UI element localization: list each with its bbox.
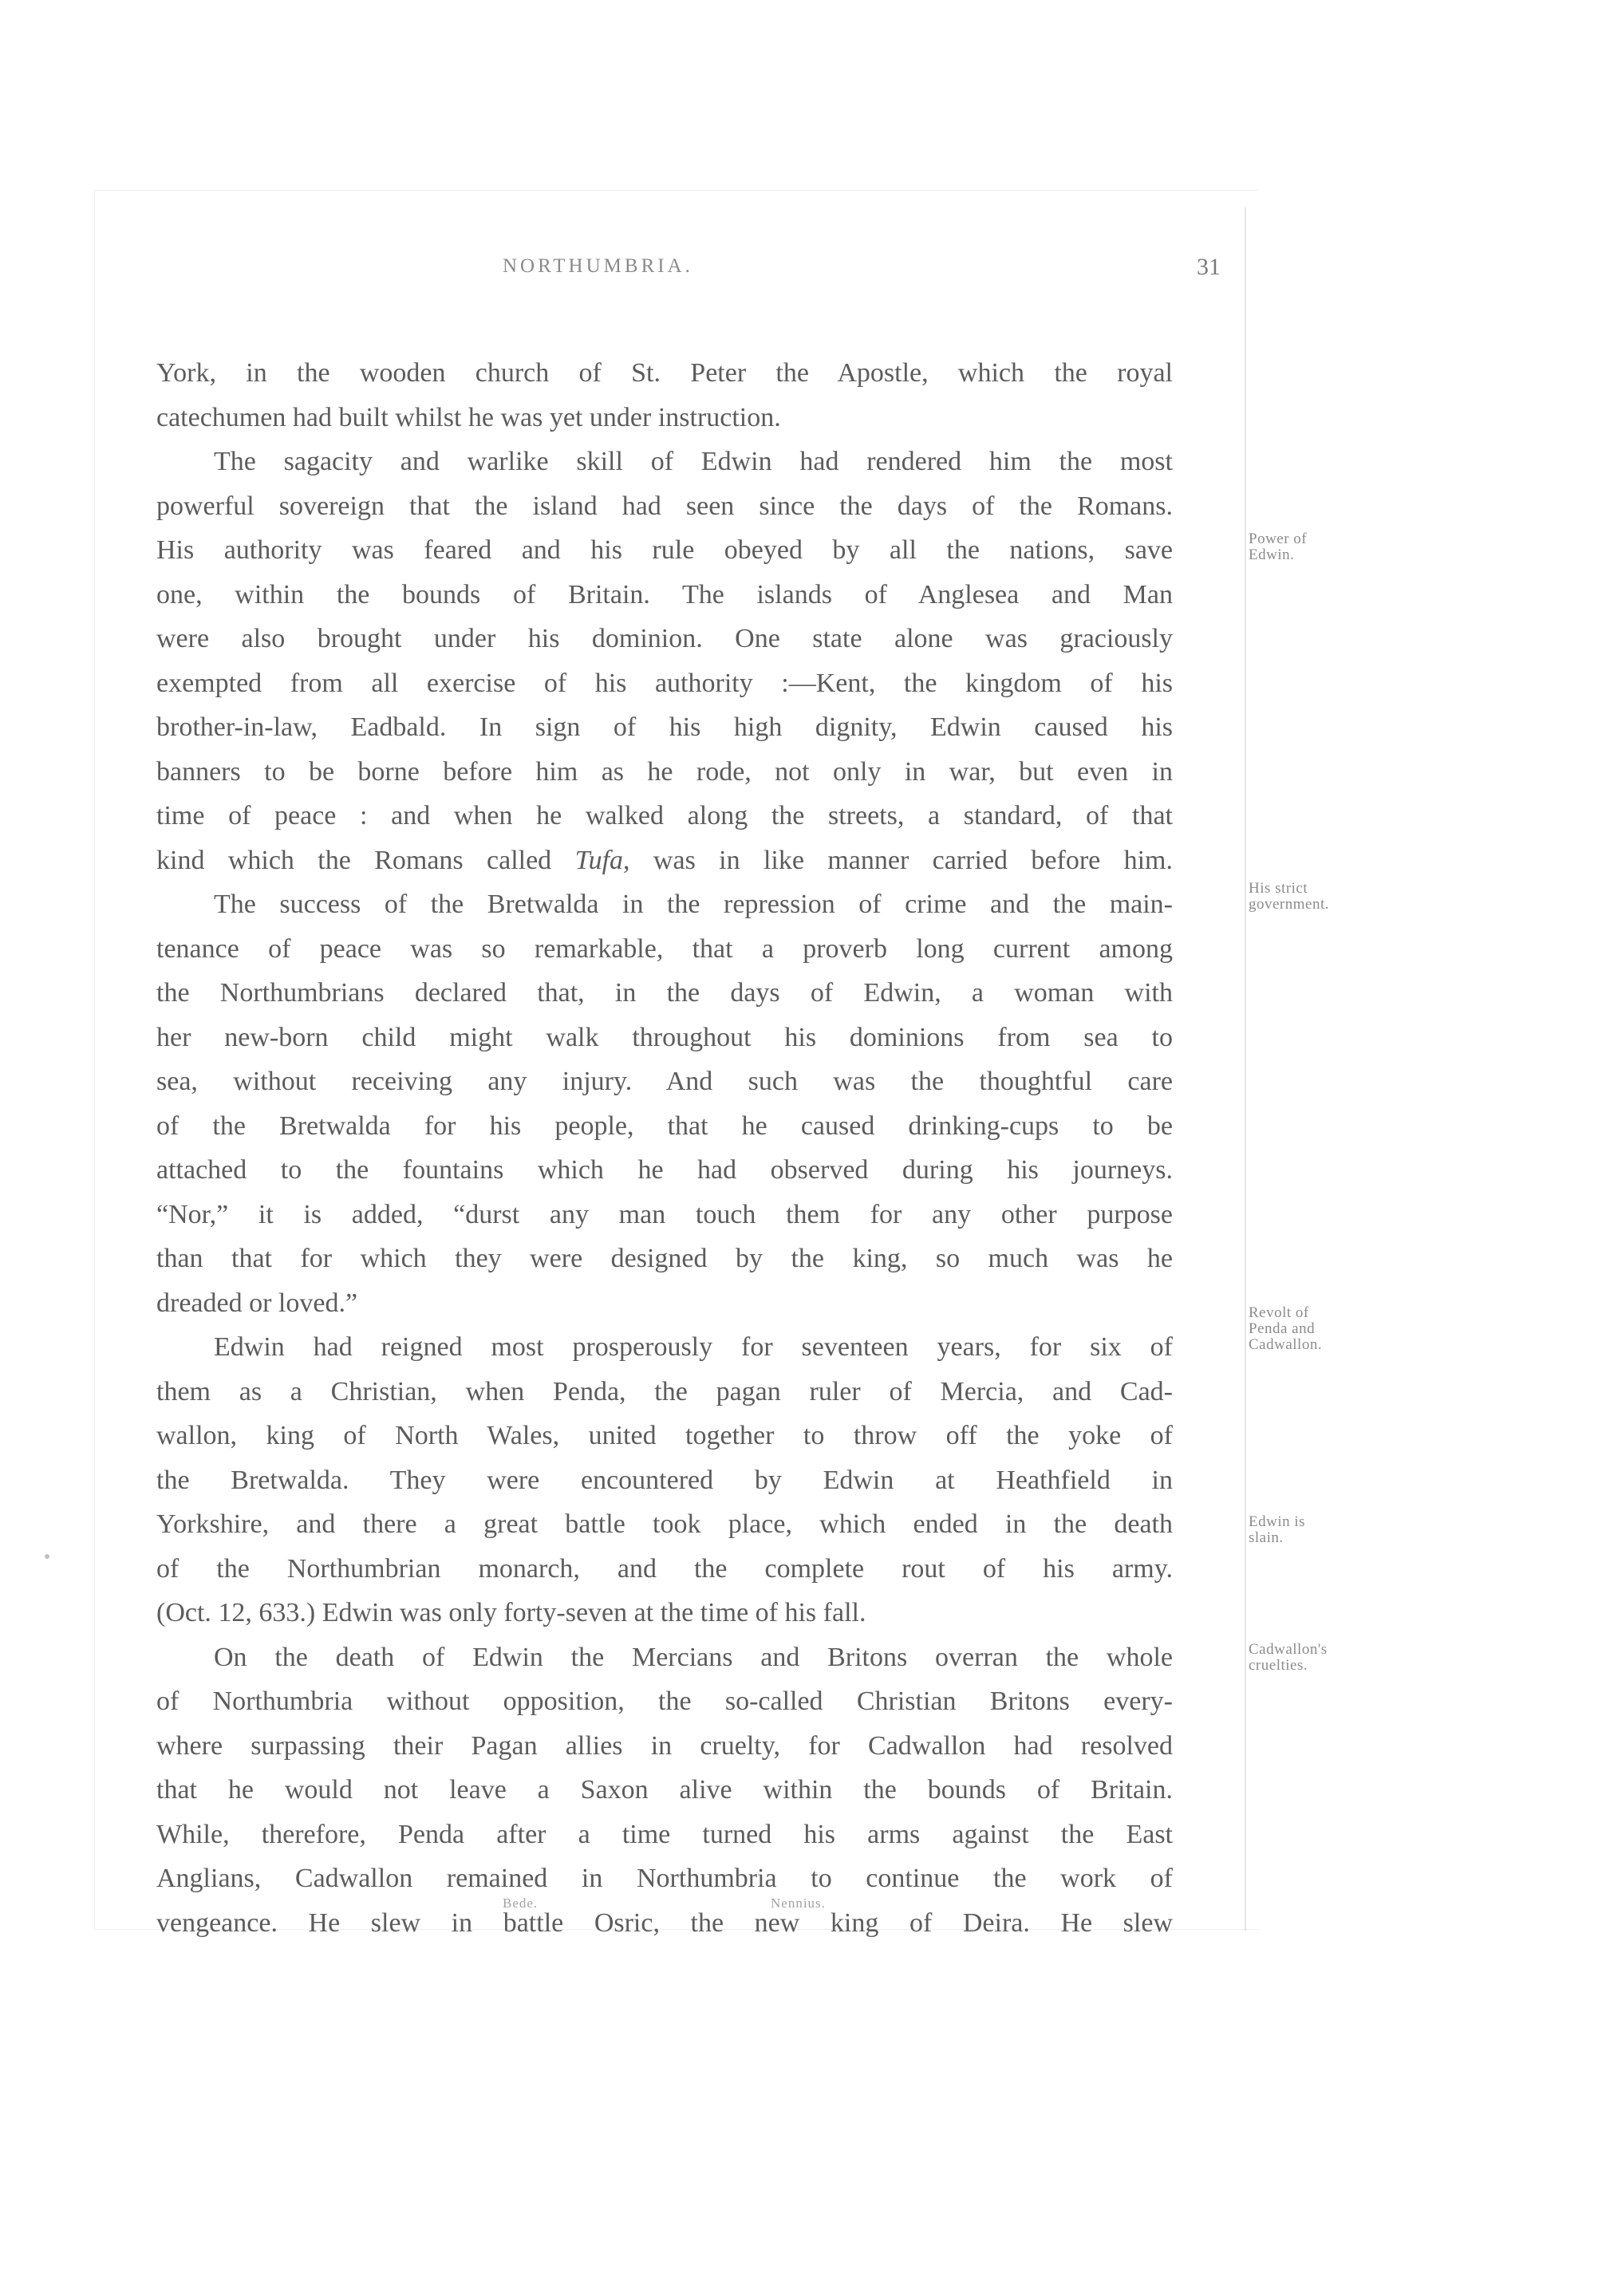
text-line: sea, without receiving any injury. And such was the thoughtful care: [156, 1067, 1173, 1096]
sidenote-line: government.: [1249, 896, 1330, 913]
sidenote-edwin-slain: [1249, 1514, 1400, 1546]
text-line: her new-born child might walk throughout his dominions from sea to: [156, 1022, 1173, 1052]
sidenote-power-of-edwin: [1249, 531, 1400, 563]
footer-source-nennius: Nennius.: [771, 1896, 826, 1911]
text-line: of the Bretwalda for his people, that he caused drinking-cups to be: [156, 1111, 1173, 1141]
text-line: of the Northumbrian monarch, and the complete rout of his army.: [156, 1553, 1173, 1584]
text-line: vengeance. He slew in battle Osric, the new king of Deira. He slew: [156, 1907, 1173, 1938]
text-line: than that for which they were designed by the king, so much was he: [156, 1244, 1173, 1273]
text-line: The success of the Bretwalda in the repression of crime and the main-: [214, 890, 1173, 919]
text-line: York, in the wooden church of St. Peter the Apostle, which the royal: [156, 358, 1173, 388]
text-line: were also brought under his dominion. One state alone was graciously: [156, 624, 1173, 653]
text-line: kind which the Romans called Tufa, was in like manner carried before him.: [156, 845, 1174, 875]
sidenote-line: Revolt of: [1249, 1304, 1309, 1321]
text-line: “Nor,” it is added, “durst any man touch them for any other purpose: [156, 1199, 1173, 1229]
sidenote-line: Cadwallon's: [1249, 1641, 1328, 1658]
sidenote-line: slain.: [1249, 1529, 1284, 1546]
text-line: (Oct. 12, 633.) Edwin was only forty-seven at the time of his fall.: [156, 1598, 866, 1627]
text-line: attached to the fountains which he had observed during his journeys.: [156, 1155, 1173, 1185]
sidenote-line: Penda and: [1249, 1320, 1316, 1337]
sidenote-line: Edwin.: [1249, 546, 1295, 563]
text-line: where surpassing their Pagan allies in cruelty, for Cadwallon had resolved: [156, 1730, 1173, 1761]
sidenote-line: Power of: [1249, 531, 1308, 547]
text-line: While, therefore, Penda after a time turned his arms against the East: [156, 1819, 1173, 1849]
text-line: them as a Christian, when Penda, the pagan ruler of Mercia, and Cad-: [156, 1376, 1173, 1406]
text-line: Anglians, Cadwallon remained in Northumbria to continue the work of: [156, 1864, 1173, 1893]
text-line: that he would not leave a Saxon alive within the bounds of Britain.: [156, 1775, 1173, 1805]
page-edge-top: [94, 190, 1259, 191]
text-line: banners to be borne before him as he rode, not only in war, but even in: [156, 756, 1173, 787]
page-number: 31: [1197, 254, 1221, 280]
text-line: His authority was feared and his rule obeyed by all the nations, save: [156, 535, 1173, 565]
text-line: time of peace : and when he walked along the streets, a standard, of that: [156, 801, 1173, 830]
text-line: catechumen had built whilst he was yet under instruction.: [156, 402, 781, 432]
text-line: The sagacity and warlike skill of Edwin had rendered him the most: [214, 447, 1173, 476]
text-line: exempted from all exercise of his authority :—Kent, the kingdom of his: [156, 668, 1173, 698]
text-line: powerful sovereign that the island had seen since the days of the Romans.: [156, 491, 1173, 521]
page-edge-right: [1245, 207, 1246, 1931]
text-line: the Bretwalda. They were encountered by Edwin at Heathfield in: [156, 1465, 1173, 1495]
page-edge-left: [94, 190, 95, 1929]
text-line: dreaded or loved.”: [156, 1288, 358, 1318]
footer-source-bede: Bede.: [503, 1896, 539, 1911]
text-line: one, within the bounds of Britain. The islands of Anglesea and Man: [156, 579, 1173, 610]
margin-speck: [45, 1554, 49, 1559]
sidenote-cadwallon-cruelties: [1249, 1642, 1400, 1674]
text-line: Edwin had reigned most prosperously for seventeen years, for six of: [214, 1332, 1173, 1362]
sidenote-line: cruelties.: [1249, 1657, 1308, 1674]
body-text: [156, 351, 1173, 1945]
running-head: NORTHUMBRIA.: [503, 255, 693, 277]
italic-term: Tufa: [574, 845, 624, 875]
sidenote-line: Edwin is: [1249, 1513, 1306, 1530]
sidenote-line: Cadwallon.: [1249, 1336, 1323, 1353]
sidenote-strict-government: [1249, 881, 1400, 913]
text-line: brother-in-law, Eadbald. In sign of his high dignity, Edwin caused his: [156, 712, 1173, 742]
text-line: the Northumbrians declared that, in the days of Edwin, a woman with: [156, 978, 1173, 1008]
text-line: wallon, king of North Wales, united together to throw off the yoke of: [156, 1421, 1173, 1450]
text-line: tenance of peace was so remarkable, that a proverb long current among: [156, 933, 1173, 964]
sidenote-revolt-of-penda: [1249, 1305, 1400, 1353]
text-line: On the death of Edwin the Mercians and Britons overran the whole: [214, 1642, 1173, 1672]
text-line: Yorkshire, and there a great battle took place, which ended in the death: [156, 1509, 1173, 1539]
sidenote-line: His strict: [1249, 880, 1308, 897]
text-line: of Northumbria without opposition, the so-called Christian Britons every-: [156, 1686, 1173, 1716]
